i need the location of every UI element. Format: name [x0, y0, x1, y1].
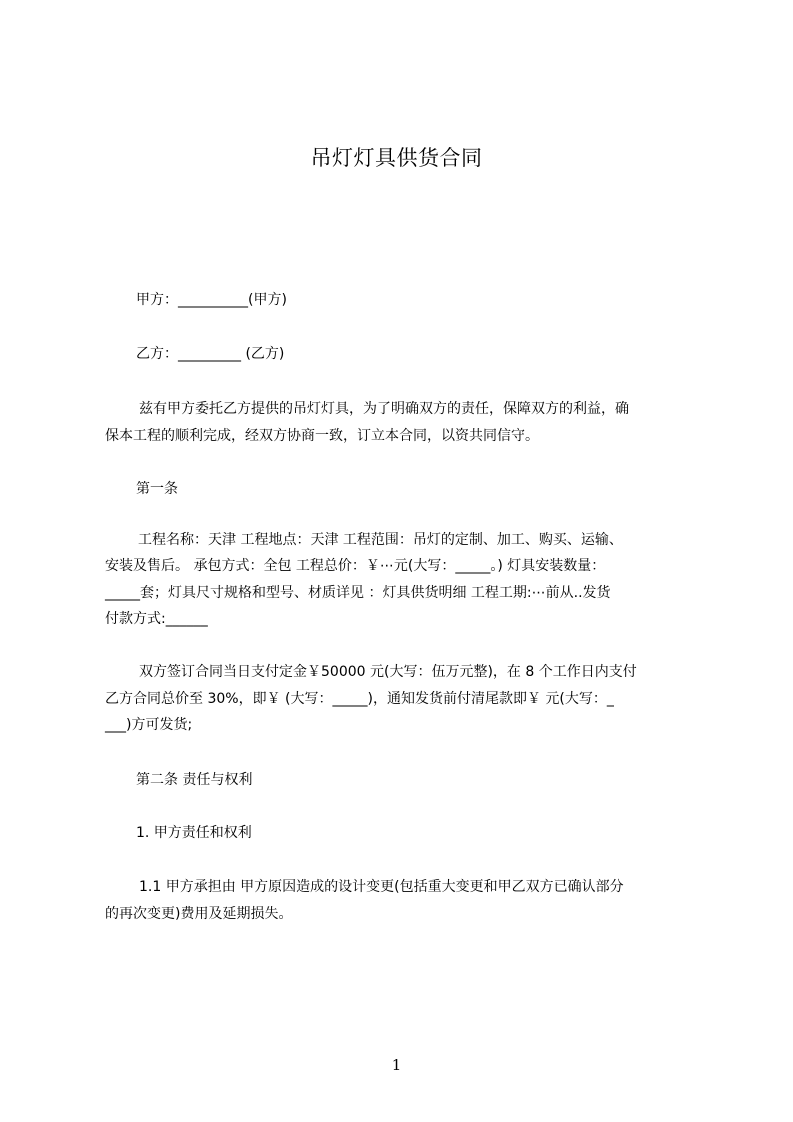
article-1-line-2: 安装及售后。 承包方式：全包 工程总价：￥⋯元(大写：_____。) 灯具安装数量： [105, 558, 606, 574]
party-a-line: 甲方：__________(甲方) [136, 292, 287, 308]
section-1-heading: 1. 甲方责任和权利 [136, 825, 252, 841]
intro-line-1: 兹有甲方委托乙方提供的吊灯灯具，为了明确双方的责任，保障双方的利益，确 [139, 401, 629, 417]
party-b-line: 乙方：_________ (乙方) [136, 346, 285, 362]
article-1-line-4: 付款方式:______ [105, 611, 208, 627]
payment-line-1: 双方签订合同当日支付定金￥50000 元(大写：伍万元整)，在 8 个工作日内支付 [139, 664, 637, 680]
page-number: 1 [391, 1056, 402, 1074]
article-1-line-3: _____套；灯具尺寸规格和型号、材质详见 ：灯具供货明细 工程工期:⋯前从..发货 [105, 585, 611, 601]
article-1-heading: 第一条 [136, 481, 178, 497]
payment-line-3: ___)方可发货; [105, 717, 193, 733]
intro-line-2: 保本工程的顺利完成，经双方协商一致，订立本合同，以资共同信守。 [105, 428, 539, 444]
article-1-line-1: 工程名称：天津 工程地点：天津 工程范围：吊灯的定制、加工、购买、运输、 [138, 532, 623, 548]
clause-1-1-line-2: 的再次变更)费用及延期损失。 [105, 906, 293, 922]
payment-line-2: 乙方合同总价至 30%，即￥ (大写：_____)，通知发货前付清尾款即￥ 元(大写：_ [105, 691, 614, 707]
clause-1-1-line-1: 1.1 甲方承担由 甲方原因造成的设计变更(包括重大变更和甲乙双方已确认部分 [139, 879, 624, 895]
document-title: 吊灯灯具供货合同 [310, 146, 483, 170]
article-2-heading: 第二条 责任与权利 [136, 772, 253, 788]
